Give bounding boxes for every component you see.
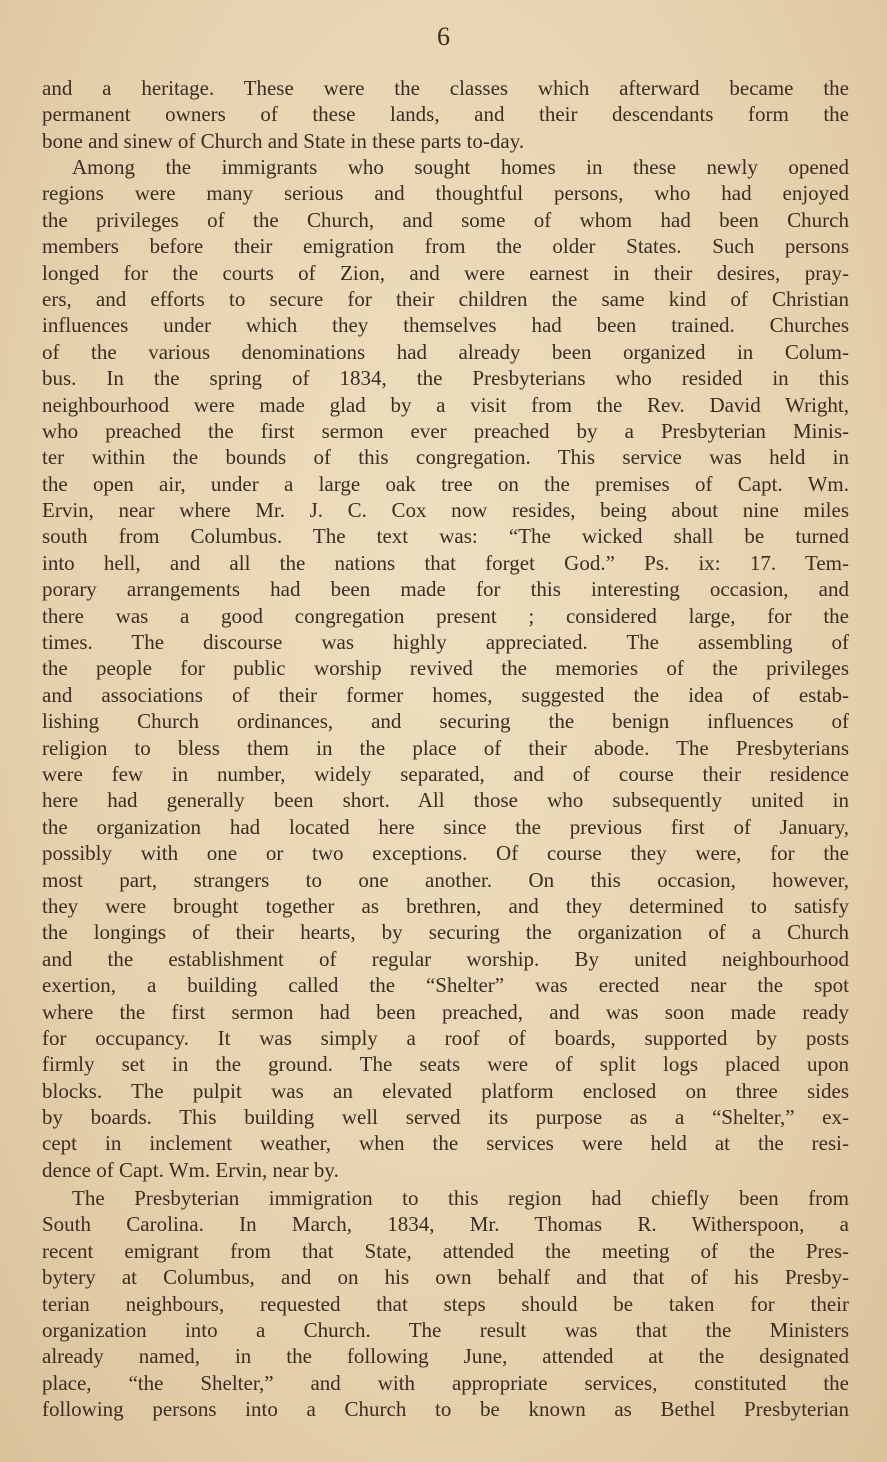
text-line: for occupancy. It was simply a roof of boards, supported by posts (42, 1025, 849, 1050)
text-line: there was a good congregation present ; considered large, for the (42, 603, 849, 628)
text-line: by boards. This building well served its purpose as a “Shelter,” ex- (42, 1105, 849, 1130)
text-line: cept in inclement weather, when the services were held at the resi- (42, 1131, 849, 1156)
text-line: place, “the Shelter,” and with appropriate services, constituted the (42, 1370, 849, 1395)
text-line: South Carolina. In March, 1834, Mr. Thomas R. Witherspoon, a (42, 1212, 849, 1237)
text-line: organization into a Church. The result was that the Ministers (42, 1317, 849, 1342)
text-line: influences under which they themselves had been trained. Churches (42, 313, 849, 338)
text-line: of the various denominations had already been organized in Colum- (42, 339, 849, 364)
text-line: Among the immigrants who sought homes in these newly opened (72, 155, 849, 179)
text-line: lishing Church ordinances, and securing the benign influences of (42, 709, 849, 734)
text-line: and associations of their former homes, suggested the idea of estab- (42, 682, 849, 707)
text-line: bone and sinew of Church and State in these parts to-day. (42, 128, 525, 153)
text-line: and the establishment of regular worship. By united neighbourhood (42, 946, 849, 971)
text-line: members before their emigration from the older States. Such persons (42, 234, 849, 259)
text-line: possibly with one or two exceptions. Of course they were, for the (42, 841, 849, 866)
text-line: permanent owners of these lands, and their descendants form the (42, 102, 849, 127)
text-line: neighbourhood were made glad by a visit from the Rev. David Wright, (42, 392, 849, 417)
paragraph (42, 154, 849, 1183)
paragraph (42, 75, 849, 154)
text-line: the organization had located here since the previous first of January, (42, 814, 849, 839)
text-line: times. The discourse was highly appreciated. The assembling of (42, 630, 849, 655)
text-line: recent emigrant from that State, attended the meeting of the Pres- (42, 1238, 849, 1263)
text-line: were few in number, widely separated, and of course their residence (42, 761, 849, 786)
text-line: following persons into a Church to be known as Bethel Presbyterian (42, 1397, 849, 1422)
text-line: who preached the first sermon ever preached by a Presbyterian Minis- (42, 418, 849, 443)
page-number: 6 (437, 22, 450, 51)
text-line: already named, in the following June, attended at the designated (42, 1344, 849, 1369)
text-line: firmly set in the ground. The seats were of split logs placed upon (42, 1052, 849, 1077)
text-line: blocks. The pulpit was an elevated platform enclosed on three sides (42, 1078, 849, 1103)
text-line: porary arrangements had been made for this interesting occasion, and (42, 577, 849, 602)
text-line: they were brought together as brethren, and they determined to satisfy (42, 893, 849, 918)
text-line: ers, and efforts to secure for their children the same kind of Christian (42, 286, 849, 311)
text-line: and a heritage. These were the classes which afterward became the (42, 76, 849, 100)
text-line: where the first sermon had been preached, and was soon made ready (42, 999, 849, 1024)
text-line: the open air, under a large oak tree on the premises of Capt. Wm. (42, 471, 849, 496)
text-line: the longings of their hearts, by securing the organization of a Church (42, 920, 849, 945)
text-line: south from Columbus. The text was: “The wicked shall be turned (42, 524, 849, 549)
text-line: regions were many serious and thoughtful persons, who had enjoyed (42, 181, 849, 206)
text-line: here had generally been short. All those who subsequently united in (42, 788, 849, 813)
text-line: The Presbyterian immigration to this region had chiefly been from (72, 1186, 849, 1210)
text-line: bus. In the spring of 1834, the Presbyterians who resided in this (42, 366, 849, 391)
text-line: the privileges of the Church, and some of whom had been Church (42, 207, 849, 232)
text-line: Ervin, near where Mr. J. C. Cox now resides, being about nine miles (42, 498, 849, 523)
text-line: into hell, and all the nations that forget God.” Ps. ix: 17. Tem- (42, 550, 849, 575)
text-line: exertion, a building called the “Shelter” was erected near the spot (42, 973, 849, 998)
text-line: bytery at Columbus, and on his own behalf and that of his Presby- (42, 1265, 849, 1290)
text-line: the people for public worship revived the memories of the privileges (42, 656, 849, 681)
text-line: longed for the courts of Zion, and were earnest in their desires, pray- (42, 260, 849, 285)
text-line: religion to bless them in the place of their abode. The Presbyterians (42, 735, 849, 760)
text-line: ter within the bounds of this congregation. This service was held in (42, 445, 849, 470)
text-line: dence of Capt. Wm. Ervin, near by. (42, 1157, 339, 1182)
text-line: terian neighbours, requested that steps should be taken for their (42, 1291, 849, 1316)
text-line: most part, strangers to one another. On this occasion, however, (42, 867, 849, 892)
paragraph (42, 1185, 849, 1423)
